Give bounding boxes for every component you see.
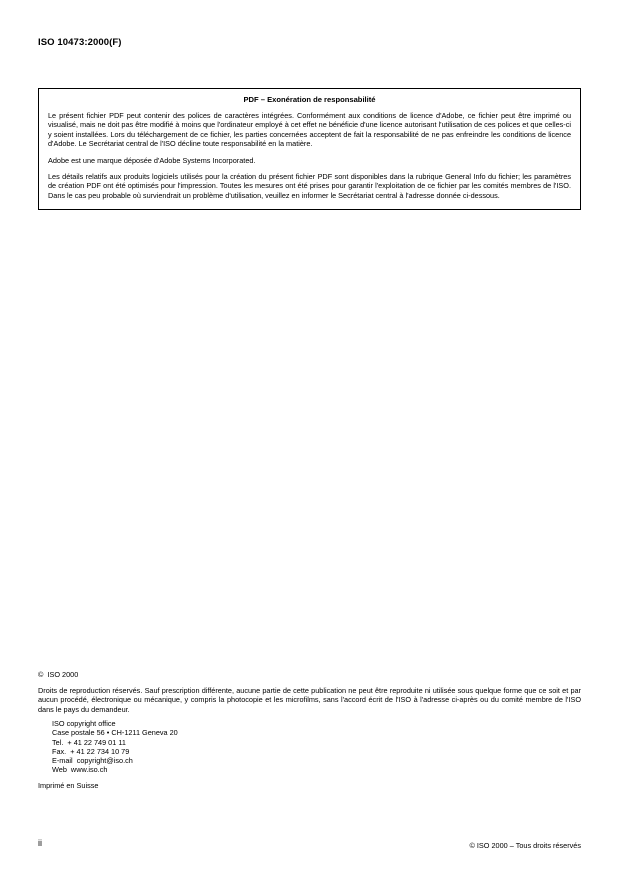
disclaimer-paragraph-2: Adobe est une marque déposée d'Adobe Systems Incorporated. <box>48 155 256 165</box>
document-reference-header: ISO 10473:2000(F) <box>38 37 122 48</box>
address-line-web: Web www.iso.ch <box>52 765 108 775</box>
iso-copyright-office-address <box>52 719 178 775</box>
address-line-fax: Fax. + 41 22 734 10 79 <box>52 746 130 756</box>
disclaimer-title: PDF – Exonération de responsabilité <box>243 95 376 104</box>
footer-copyright-text: © ISO 2000 – Tous droits réservés <box>469 841 581 850</box>
copyright-notice: © ISO 2000 <box>38 670 79 679</box>
disclaimer-paragraph-3: Les détails relatifs aux produits logiciels utilisés pour la création du présent fichier PDF sont disponibles dans la rubrique General Info du fichier; les paramètres de création PDF ont été optimisés pour l'impression. Toutes les mesures ont été prises pour garantir l'exploitation de ce fichier par les comités membres de l'ISO. Dans le cas peu probable où surviendrait un problème d'utilisation, veuillez en informer le Secrétariat central à l'adresse donnée ci-dessous. <box>48 172 571 200</box>
disclaimer-paragraph-1: Le présent fichier PDF peut contenir des polices de caractères intégrées. Conformément aux conditions de licence d'Adobe, ce fichier peut être imprimé ou visualisé, mais ne doit pas être modifié à moins que l'ordinateur employé à cet effet ne bénéficie d'une licence autorisant l'utilisation de ces polices et que celles-ci y soient installées. Lors du téléchargement de ce fichier, les parties concernées acceptent de fait la responsabilité de ne pas enfreindre les conditions de licence d'Adobe. Le Secrétariat central de l'ISO décline toute responsabilité en la matière. <box>48 111 571 149</box>
pdf-disclaimer-box <box>38 88 581 210</box>
address-line-tel: Tel. + 41 22 749 01 11 <box>52 737 126 747</box>
address-line-email: E-mail copyright@iso.ch <box>52 756 133 766</box>
page-number: ii <box>38 838 42 848</box>
printed-in-switzerland-text: Imprimé en Suisse <box>38 781 99 790</box>
address-line-office: ISO copyright office <box>52 719 116 728</box>
address-line-postal: Case postale 56 • CH-1211 Geneva 20 <box>52 728 178 738</box>
reproduction-rights-text: Droits de reproduction réservés. Sauf prescription différente, aucune partie de cette publication ne peut être reproduite ni utilisée sous quelque forme que ce soit et par aucun procédé, électronique ou mécanique, y compris la photocopie et les microfilms, sans l'accord écrit de l'ISO à l'adresse ci-après ou du comité membre de l'ISO dans le pays du demandeur. <box>38 686 581 714</box>
